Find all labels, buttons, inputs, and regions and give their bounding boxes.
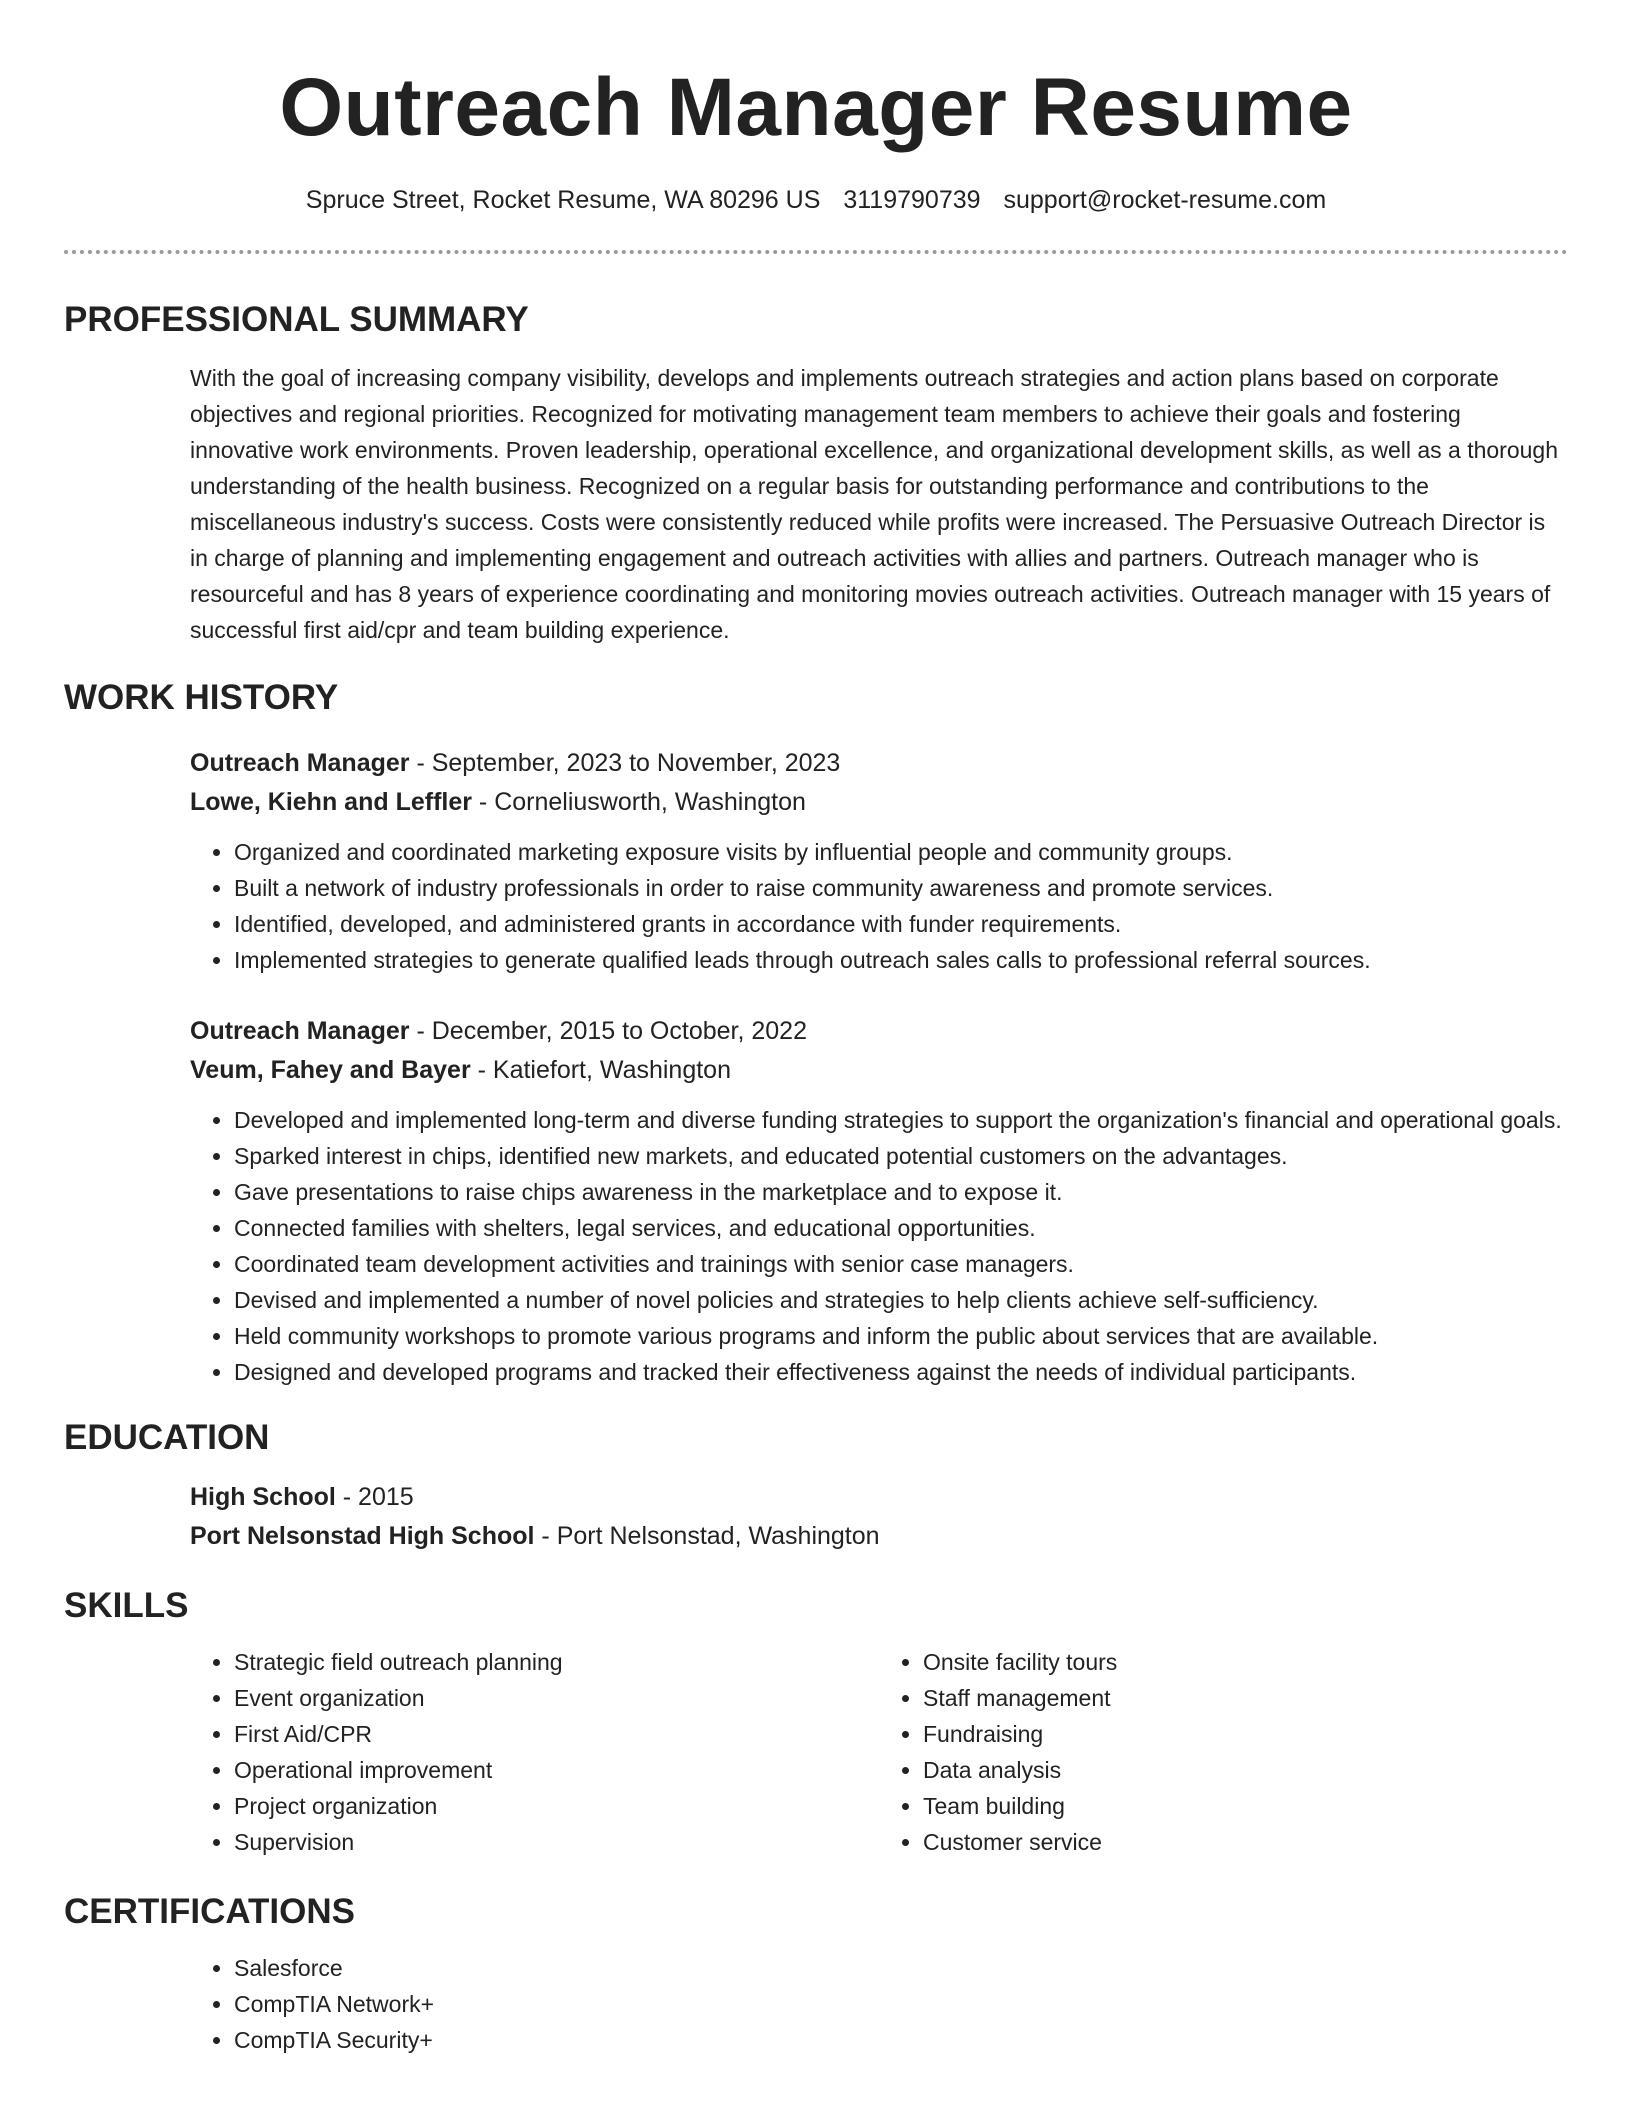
job-location: - Corneliusworth, Washington	[471, 788, 806, 816]
skill-item: • Strategic field outreach planning	[234, 1644, 879, 1680]
skills-list-right	[879, 1644, 1568, 1860]
job-dates: - September, 2023 to November, 2023	[409, 749, 841, 777]
certification-item: • CompTIA Network+	[234, 1986, 1568, 2022]
job-bullet: • Held community workshops to promote various programs and inform the public about services that are available.	[234, 1318, 1568, 1354]
contact-email: support@rocket-resume.com	[1003, 186, 1327, 214]
job-bullet: • Sparked interest in chips, identified new markets, and educated potential customers on the advantages.	[234, 1138, 1568, 1174]
certification-item: • CompTIA Security+	[234, 2022, 1568, 2058]
job-company-line	[190, 783, 1568, 822]
education-school-line	[190, 1517, 1568, 1556]
contact-phone: 3119790739	[843, 186, 981, 214]
skill-item: • Event organization	[234, 1680, 879, 1716]
certifications-list	[190, 1950, 1568, 2058]
skill-item: • Staff management	[923, 1680, 1568, 1716]
skill-item: • Operational improvement	[234, 1752, 879, 1788]
certifications-heading: CERTIFICATIONS	[64, 1892, 356, 1931]
job-bullet: • Devised and implemented a number of novel policies and strategies to help clients achieve self-sufficiency.	[234, 1282, 1568, 1318]
skills-heading: SKILLS	[64, 1586, 189, 1625]
skill-item: • Customer service	[923, 1824, 1568, 1860]
resume-page	[64, 0, 1568, 2058]
job-title-line	[190, 744, 1568, 783]
job-bullet: • Implemented strategies to generate qualified leads through outreach sales calls to professional referral sources.	[234, 942, 1568, 978]
education-degree-line	[190, 1478, 1568, 1517]
work-history-heading: WORK HISTORY	[64, 678, 339, 717]
job-bullet: • Connected families with shelters, legal services, and educational opportunities.	[234, 1210, 1568, 1246]
education-location: - Port Nelsonstad, Washington	[534, 1522, 880, 1550]
certification-item: • Salesforce	[234, 1950, 1568, 1986]
job-entry	[190, 1012, 1568, 1390]
certifications-bullets	[190, 1950, 1568, 2058]
job-bullets	[190, 834, 1568, 978]
skill-item: • Fundraising	[923, 1716, 1568, 1752]
education-degree: High School	[190, 1483, 336, 1511]
summary-heading: PROFESSIONAL SUMMARY	[64, 300, 529, 339]
summary-text: With the goal of increasing company visibility, develops and implements outreach strategies and action plans based on corporate objectives and regional priorities. Recognized for motivating management team members to achieve their goals and fostering innovative work environments. Proven leadership, operational excellence, and organizational development skills, as well as a thorough understanding of the health business. Recognized on a regular basis for outstanding performance and contributions to the miscellaneous industry's success. Costs were consistently reduced while profits were increased. The Persuasive Outreach Director is in charge of planning and implementing engagement and outreach activities with allies and partners. Outreach manager who is resourceful and has 8 years of experience coordinating and monitoring movies outreach activities. Outreach manager with 15 years of successful first aid/cpr and team building experience.	[190, 365, 1559, 643]
job-bullet: • Developed and implemented long-term and diverse funding strategies to support the organization's financial and operational goals.	[234, 1102, 1568, 1138]
job-bullet: • Designed and developed programs and tracked their effectiveness against the needs of individual participants.	[234, 1354, 1568, 1390]
resume-title: Outreach Manager Resume	[279, 62, 1353, 153]
skill-item: • Team building	[923, 1788, 1568, 1824]
job-title: Outreach Manager	[190, 1017, 410, 1045]
contact-address: Spruce Street, Rocket Resume, WA 80296 US	[305, 186, 821, 214]
skills-grid	[190, 1644, 1568, 1860]
skill-item: • Project organization	[234, 1788, 879, 1824]
skills-list-left	[190, 1644, 879, 1860]
job-location: - Katiefort, Washington	[470, 1056, 731, 1084]
education-entry	[190, 1478, 1568, 1556]
education-heading: EDUCATION	[64, 1418, 270, 1457]
job-entry	[190, 744, 1568, 978]
education-year: - 2015	[335, 1483, 414, 1511]
header-divider	[64, 250, 1568, 254]
job-title-line	[190, 1012, 1568, 1051]
job-bullet: • Identified, developed, and administered grants in accordance with funder requirements.	[234, 906, 1568, 942]
skill-item: • Data analysis	[923, 1752, 1568, 1788]
job-title: Outreach Manager	[190, 749, 410, 777]
skill-item: • First Aid/CPR	[234, 1716, 879, 1752]
job-bullet: • Gave presentations to raise chips awareness in the marketplace and to expose it.	[234, 1174, 1568, 1210]
skill-item: • Supervision	[234, 1824, 879, 1860]
job-dates: - December, 2015 to October, 2022	[409, 1017, 807, 1045]
education-school: Port Nelsonstad High School	[190, 1522, 535, 1550]
skill-item: • Onsite facility tours	[923, 1644, 1568, 1680]
job-company-line	[190, 1051, 1568, 1090]
job-bullet: • Built a network of industry professionals in order to raise community awareness and promote services.	[234, 870, 1568, 906]
job-bullets	[190, 1102, 1568, 1390]
job-bullet: • Organized and coordinated marketing exposure visits by influential people and community groups.	[234, 834, 1568, 870]
job-company: Lowe, Kiehn and Leffler	[190, 788, 472, 816]
contact-line	[64, 184, 1568, 216]
job-company: Veum, Fahey and Bayer	[190, 1056, 471, 1084]
job-bullet: • Coordinated team development activities and trainings with senior case managers.	[234, 1246, 1568, 1282]
